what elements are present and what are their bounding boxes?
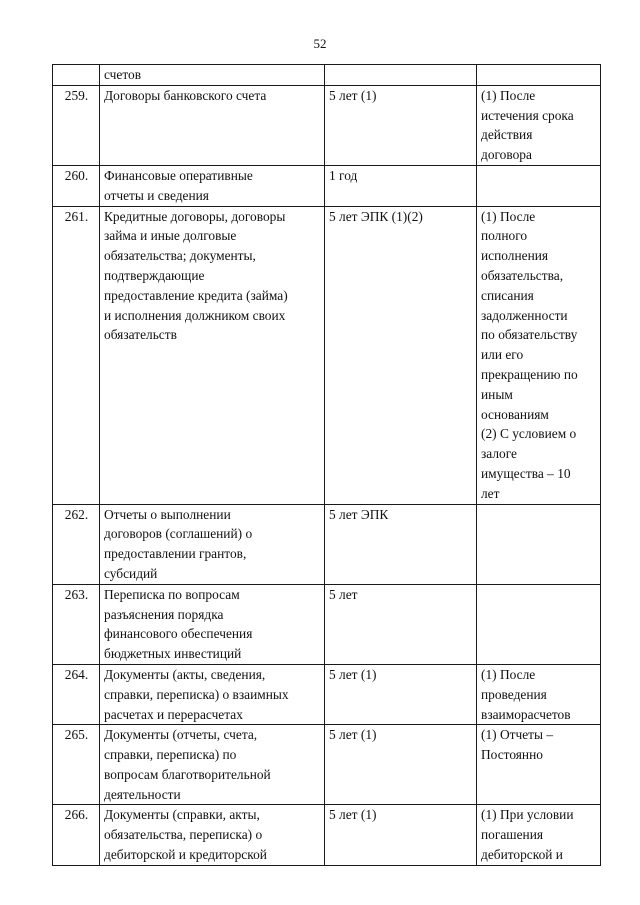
document-title: Финансовые оперативные отчеты и сведения bbox=[100, 165, 325, 206]
table-row bbox=[53, 65, 601, 86]
retention-term: 5 лет bbox=[325, 584, 477, 664]
retention-note: (1) При условии погашения дебиторской и bbox=[477, 805, 601, 865]
page-number: 52 bbox=[313, 36, 327, 51]
row-number: 266. bbox=[53, 805, 100, 865]
row-number: 265. bbox=[53, 725, 100, 805]
table-row bbox=[53, 85, 601, 165]
retention-term: 5 лет ЭПК (1)(2) bbox=[325, 206, 477, 504]
retention-term: 5 лет (1) bbox=[325, 664, 477, 724]
retention-note bbox=[477, 504, 601, 584]
row-number: 261. bbox=[53, 206, 100, 504]
retention-term: 1 год bbox=[325, 165, 477, 206]
document-title: счетов bbox=[100, 65, 325, 86]
retention-note bbox=[477, 584, 601, 664]
row-number: 262. bbox=[53, 504, 100, 584]
table-row bbox=[53, 725, 601, 805]
document-title: Договоры банковского счета bbox=[100, 85, 325, 165]
retention-term: 5 лет (1) bbox=[325, 805, 477, 865]
document-title: Документы (отчеты, счета, справки, переписка) по вопросам благотворительной деятельности bbox=[100, 725, 325, 805]
retention-table bbox=[52, 64, 601, 866]
row-number: 260. bbox=[53, 165, 100, 206]
retention-term bbox=[325, 65, 477, 86]
table-row bbox=[53, 206, 601, 504]
row-number bbox=[53, 65, 100, 86]
retention-note bbox=[477, 65, 601, 86]
table-row bbox=[53, 805, 601, 865]
table-row bbox=[53, 584, 601, 664]
retention-note: (1) После истечения срока действия договора bbox=[477, 85, 601, 165]
document-title: Переписка по вопросам разъяснения порядка финансового обеспечения бюджетных инвестиций bbox=[100, 584, 325, 664]
document-title: Документы (акты, сведения, справки, переписка) о взаимных расчетах и перерасчетах bbox=[100, 664, 325, 724]
document-title: Документы (справки, акты, обязательства, переписка) о дебиторской и кредиторской bbox=[100, 805, 325, 865]
table-row bbox=[53, 165, 601, 206]
document-title: Отчеты о выполнении договоров (соглашений) о предоставлении грантов, субсидий bbox=[100, 504, 325, 584]
retention-note: (1) Отчеты – Постоянно bbox=[477, 725, 601, 805]
retention-note: (1) После полного исполнения обязательства, списания задолженности по обязательству или его прекращению по иным основаниям (2) С условием о залоге имущества – 10 лет bbox=[477, 206, 601, 504]
retention-term: 5 лет (1) bbox=[325, 725, 477, 805]
retention-note bbox=[477, 165, 601, 206]
table-row bbox=[53, 664, 601, 724]
row-number: 263. bbox=[53, 584, 100, 664]
document-title: Кредитные договоры, договоры займа и иные долговые обязательства; документы, подтверждающие предоставление кредита (займа) и исполнения должником своих обязательств bbox=[100, 206, 325, 504]
retention-term: 5 лет (1) bbox=[325, 85, 477, 165]
retention-note: (1) После проведения взаиморасчетов bbox=[477, 664, 601, 724]
retention-term: 5 лет ЭПК bbox=[325, 504, 477, 584]
table-row bbox=[53, 504, 601, 584]
row-number: 264. bbox=[53, 664, 100, 724]
row-number: 259. bbox=[53, 85, 100, 165]
